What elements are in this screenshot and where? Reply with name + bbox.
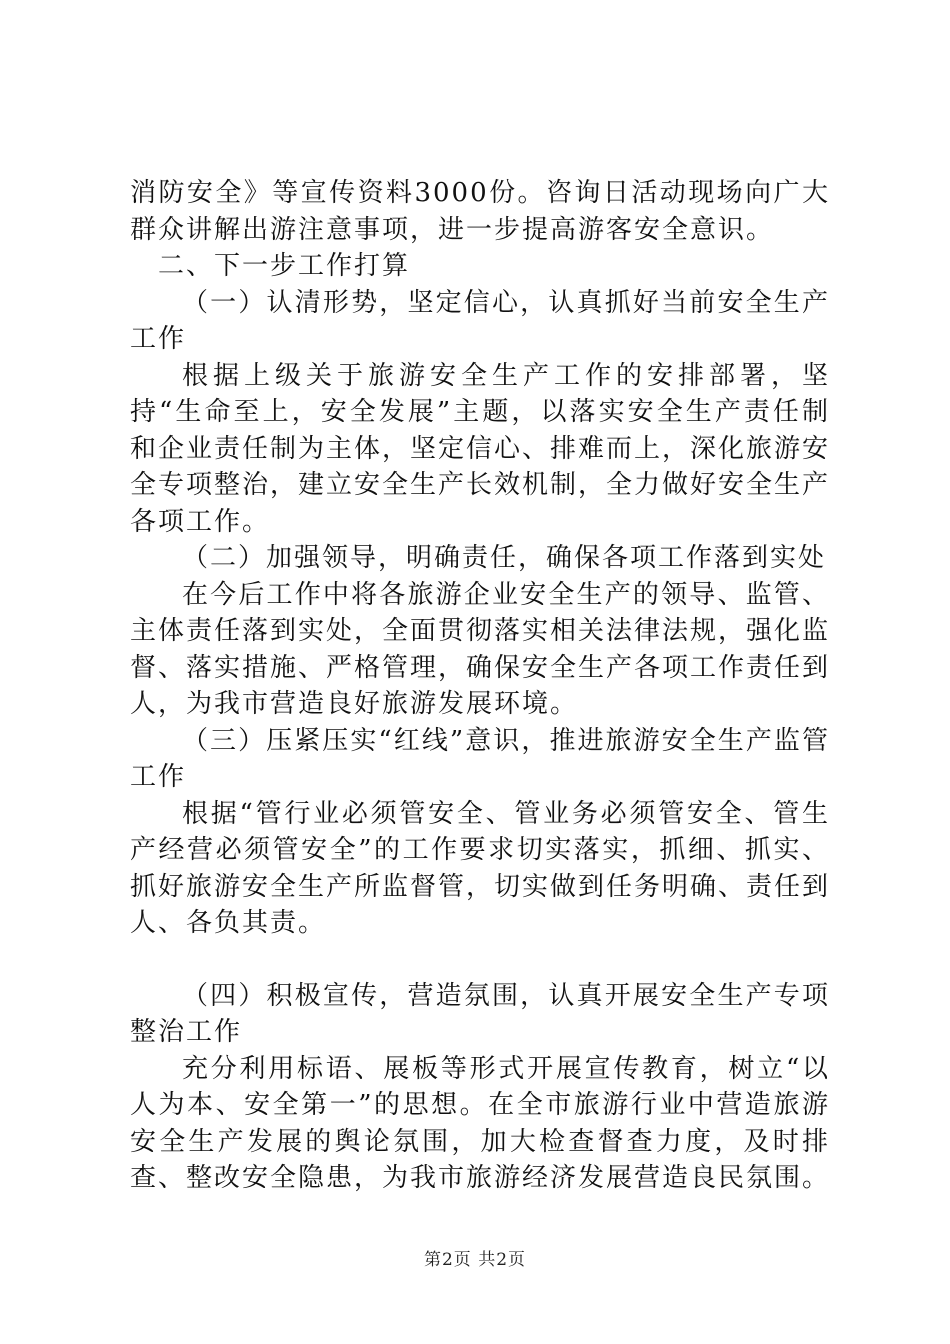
paragraph-3: 根据“管行业必须管安全、管业务必须管安全、管生产经营必须管安全”的工作要求切实落实，抓细、抓实、抓好旅游安全生产所监督管，切实做到任务明确、责任到人、各负其责。	[130, 798, 831, 938]
paragraph-2: 在今后工作中将各旅游企业安全生产的领导、监管、主体责任落到实处，全面贯彻落实相关法律法规，强化监督、落实措施、严格管理，确保安全生产各项工作责任到人，为我市营造良好旅游发展环境。	[130, 579, 831, 719]
document-body	[130, 175, 830, 1197]
blank-line	[130, 942, 830, 978]
paragraph-continuation: 消防安全》等宣传资料3000份。咨询日活动现场向广大群众讲解出游注意事项，进一步提高游客安全意识。	[130, 178, 830, 245]
section-heading-next-steps: 二、下一步工作打算	[158, 251, 411, 281]
subheading-1: （一）认清形势，坚定信心，认真抓好当前安全生产工作	[130, 287, 830, 354]
subheading-3: （三）压紧压实“红线”意识，推进旅游安全生产监管工作	[130, 725, 830, 792]
subheading-4: （四）积极宣传，营造氛围，认真开展安全生产专项整治工作	[130, 980, 830, 1047]
paragraph-1: 根据上级关于旅游安全生产工作的安排部署，坚持“生命至上，安全发展”主题，以落实安全生产责任制和企业责任制为主体，坚定信心、排难而上，深化旅游安全专项整治，建立安全生产长效机制，全力做好安全生产各项工作。	[130, 360, 831, 537]
paragraph-4: 充分利用标语、展板等形式开展宣传教育，树立“以人为本、安全第一”的思想。在全市旅游行业中营造旅游安全生产发展的舆论氛围，加大检查督查力度，及时排查、整改安全隐患，为我市旅游经济发展营造良民氛围。	[130, 1053, 831, 1193]
page-number-footer: 第2页 共2页	[423, 1250, 527, 1270]
subheading-2: （二）加强领导，明确责任，确保各项工作落到实处	[182, 543, 827, 573]
